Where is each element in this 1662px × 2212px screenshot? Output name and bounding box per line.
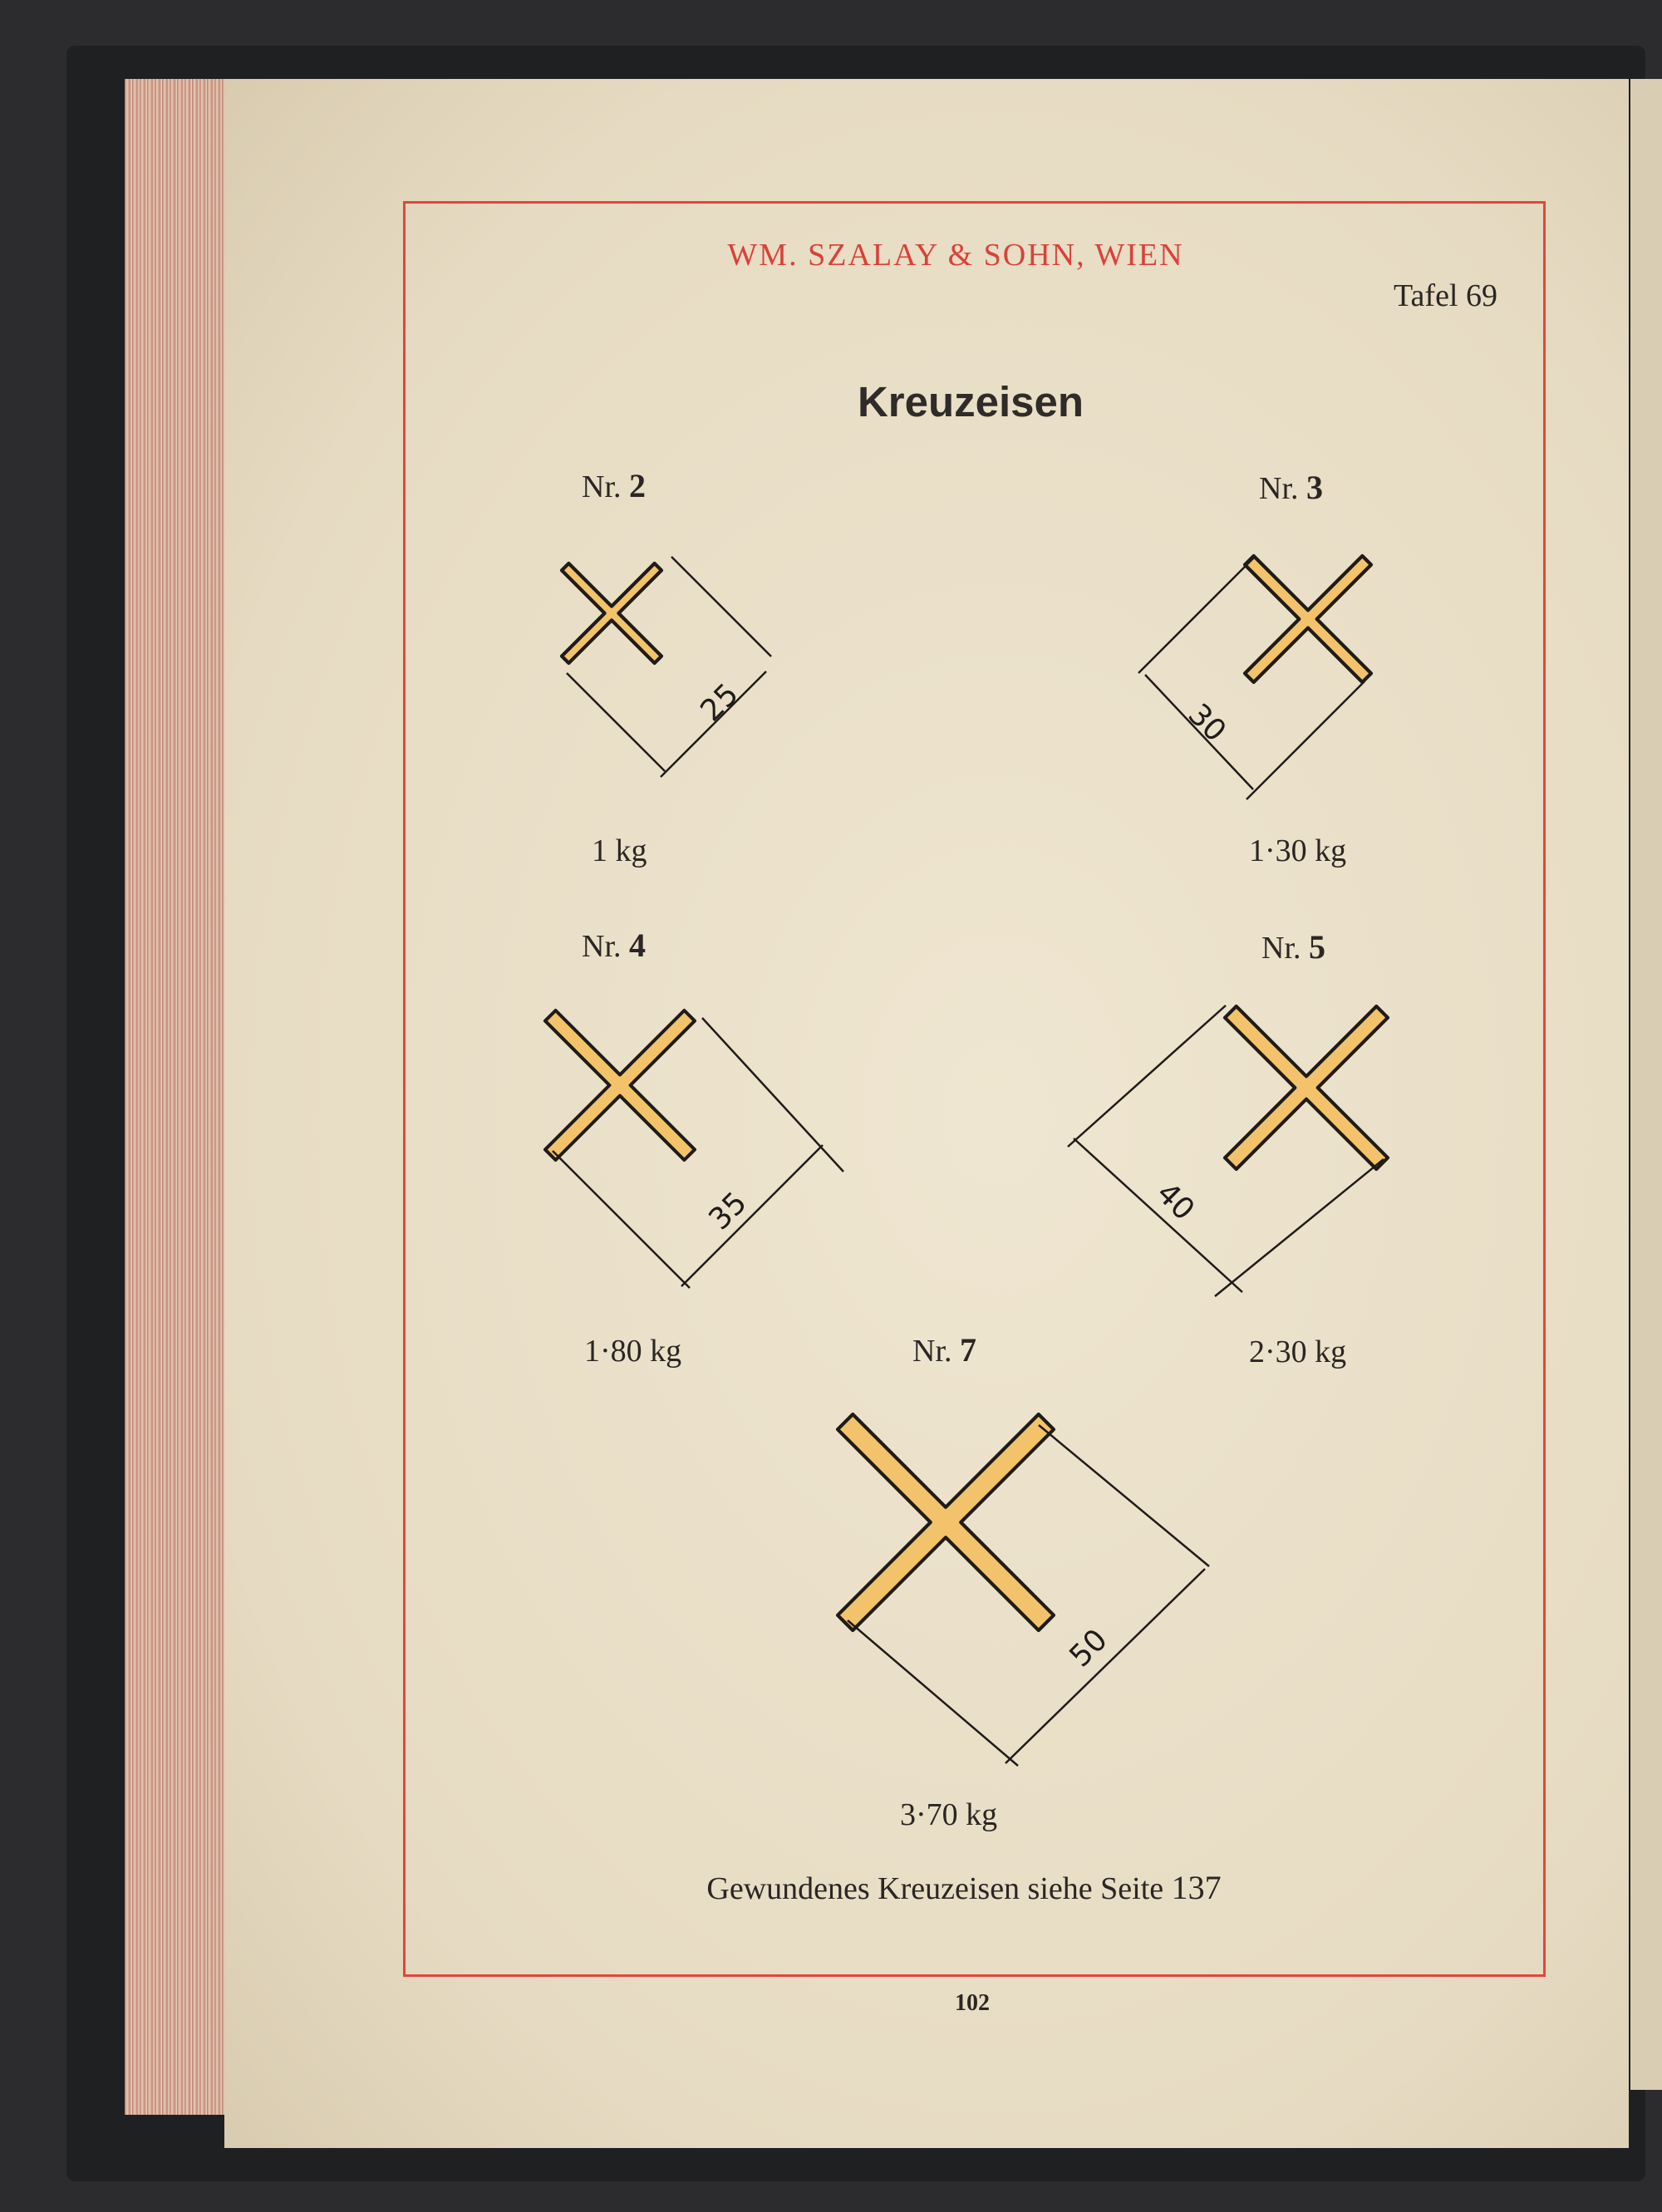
item-label-nr3: Nr. 3 bbox=[1259, 469, 1323, 506]
cross-nr3 bbox=[1245, 556, 1371, 682]
item-weight-nr7: 3·70 kg bbox=[900, 1797, 998, 1832]
page-number: 102 bbox=[955, 1990, 990, 2016]
cross-nr5 bbox=[1225, 1006, 1388, 1169]
firm-header: WM. SZALAY & SOHN, WIEN bbox=[727, 238, 1184, 273]
item-weight-nr4: 1·80 kg bbox=[584, 1334, 682, 1369]
cross-nr2 bbox=[562, 563, 661, 663]
page-title: Kreuzeisen bbox=[857, 378, 1084, 425]
dim-label-nr2: 25 bbox=[694, 676, 745, 729]
item-weight-nr2: 1 kg bbox=[592, 833, 647, 868]
item-label-nr4: Nr. 4 bbox=[582, 927, 646, 964]
footer-note: Gewundenes Kreuzeisen siehe Seite 137 bbox=[706, 1869, 1222, 1906]
dim-label-nr5: 40 bbox=[1149, 1176, 1202, 1227]
item-weight-nr3: 1·30 kg bbox=[1249, 833, 1347, 868]
item-weight-nr5: 2·30 kg bbox=[1249, 1335, 1347, 1369]
item-label-nr5: Nr. 5 bbox=[1261, 928, 1325, 966]
item-label-nr2: Nr. 2 bbox=[582, 467, 646, 504]
dim-label-nr3: 30 bbox=[1181, 697, 1233, 749]
plate-label: Tafel 69 bbox=[1393, 278, 1497, 313]
item-label-nr7: Nr. 7 bbox=[912, 1331, 976, 1369]
cross-nr4 bbox=[545, 1010, 695, 1160]
dim-label-nr7: 50 bbox=[1063, 1622, 1114, 1674]
cross-nr7 bbox=[838, 1414, 1054, 1630]
dim-label-nr4: 35 bbox=[702, 1185, 754, 1237]
